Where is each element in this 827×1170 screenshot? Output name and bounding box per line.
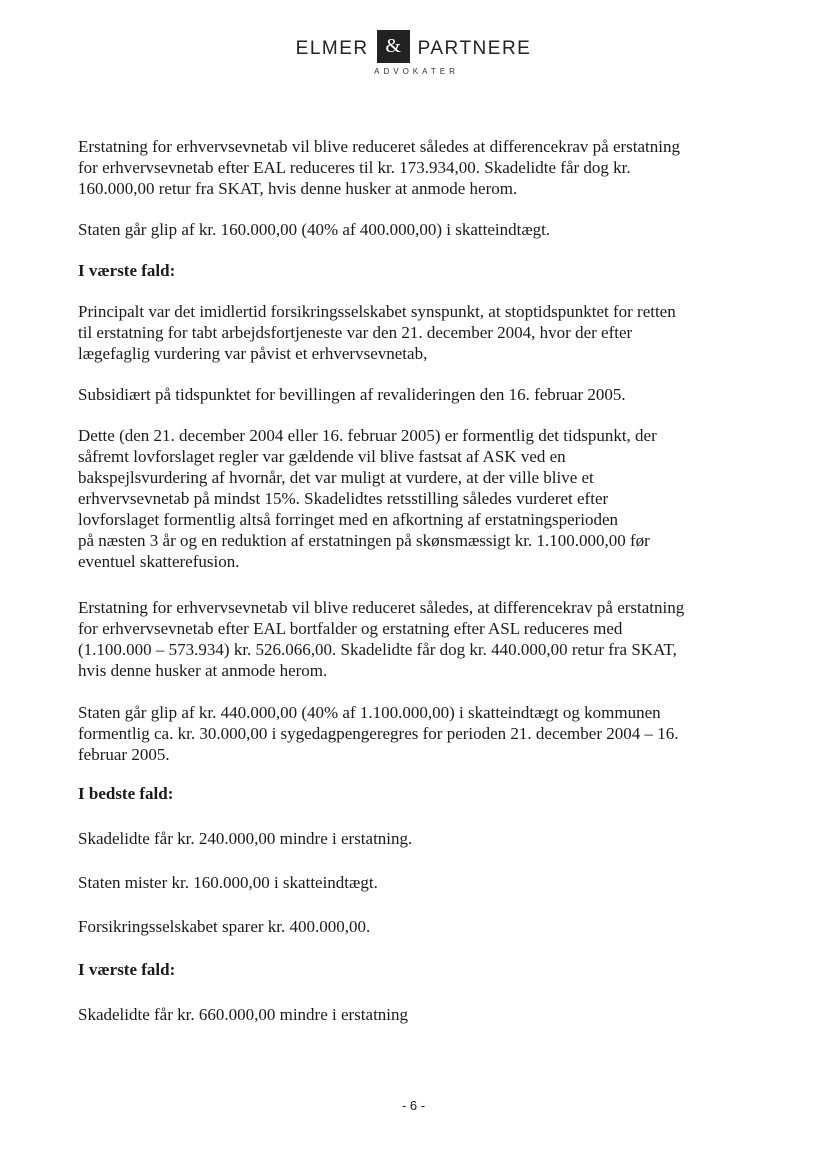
paragraph	[78, 597, 758, 681]
logo-left-word: ELMER	[295, 37, 369, 59]
letterhead	[0, 34, 827, 76]
text-line: Principalt var det imidlertid forsikringsselskabet synspunkt, at stoptidspunktet for retten	[78, 302, 676, 321]
text-line: erhvervsevnetab på mindst 15%. Skadelidtes retsstilling således vurderet efter	[78, 489, 609, 508]
text-line: på næsten 3 år og en reduktion af erstatningen på skønsmæssigt kr. 1.100.000,00 før	[78, 531, 650, 550]
text-line: eventuel skatterefusion.	[78, 552, 240, 571]
paragraph	[78, 301, 758, 364]
logo-subtitle: ADVOKATER	[374, 67, 459, 76]
text-line: formentlig ca. kr. 30.000,00 i sygedagpengeregres for perioden 21. december 2004 – 16.	[78, 724, 679, 743]
ampersand-logo-mark: &	[377, 30, 410, 63]
text-line: I værste fald:	[78, 960, 176, 979]
text-line: Erstatning for erhvervsevnetab vil blive reduceret således at differencekrav på erstatning	[78, 137, 680, 156]
text-line: I værste fald:	[78, 261, 176, 280]
section-heading	[78, 783, 758, 804]
paragraph	[78, 384, 758, 405]
paragraph	[78, 425, 758, 572]
text-line: Staten går glip af kr. 160.000,00 (40% af 400.000,00) i skatteindtægt.	[78, 220, 551, 239]
paragraph	[78, 1004, 758, 1025]
text-line: lovforslaget formentlig altså forringet med en afkortning af erstatningsperioden	[78, 510, 619, 529]
text-line: Subsidiært på tidspunktet for bevillingen af revalideringen den 16. februar 2005.	[78, 385, 626, 404]
paragraph	[78, 136, 758, 199]
text-line: I bedste fald:	[78, 784, 174, 803]
logo-right-word: PARTNERE	[417, 37, 532, 59]
text-line: bakspejlsvurdering af hvornår, det var muligt at vurdere, at der ville blive et	[78, 468, 594, 487]
text-line: februar 2005.	[78, 745, 170, 764]
paragraph	[78, 702, 758, 765]
paragraph	[78, 916, 758, 937]
paragraph	[78, 219, 758, 240]
text-line: Staten mister kr. 160.000,00 i skatteindtægt.	[78, 873, 378, 892]
document-body	[78, 116, 758, 1025]
section-heading	[78, 260, 758, 281]
section-heading	[78, 959, 758, 980]
text-line: såfremt lovforslaget regler var gældende vil blive fastsat af ASK ved en	[78, 447, 566, 466]
text-line: hvis denne husker at anmode herom.	[78, 661, 328, 680]
paragraph	[78, 828, 758, 849]
text-line: Skadelidte får kr. 660.000,00 mindre i erstatning	[78, 1005, 409, 1024]
text-line: Skadelidte får kr. 240.000,00 mindre i erstatning.	[78, 829, 413, 848]
text-line: Dette (den 21. december 2004 eller 16. februar 2005) er formentlig det tidspunkt, der	[78, 426, 657, 445]
text-line: Erstatning for erhvervsevnetab vil blive reduceret således, at differencekrav på erstatning	[78, 598, 685, 617]
text-line: (1.100.000 – 573.934) kr. 526.066,00. Skadelidte får dog kr. 440.000,00 retur fra SKAT,	[78, 640, 677, 659]
text-line: til erstatning for tabt arbejdsfortjeneste var den 21. december 2004, hvor der efter	[78, 323, 633, 342]
paragraph	[78, 872, 758, 893]
text-line: Staten går glip af kr. 440.000,00 (40% af 1.100.000,00) i skatteindtægt og kommunen	[78, 703, 661, 722]
text-line: for erhvervsevnetab efter EAL bortfalder og erstatning efter ASL reduceres med	[78, 619, 623, 638]
text-line: 160.000,00 retur fra SKAT, hvis denne husker at anmode herom.	[78, 179, 518, 198]
text-line: Forsikringsselskabet sparer kr. 400.000,00.	[78, 917, 371, 936]
logo	[0, 34, 827, 63]
text-line: lægefaglig vurdering var påvist et erhvervsevnetab,	[78, 344, 428, 363]
page-number: - 6 -	[401, 1098, 426, 1113]
text-line: for erhvervsevnetab efter EAL reduceres til kr. 173.934,00. Skadelidte får dog kr.	[78, 158, 631, 177]
